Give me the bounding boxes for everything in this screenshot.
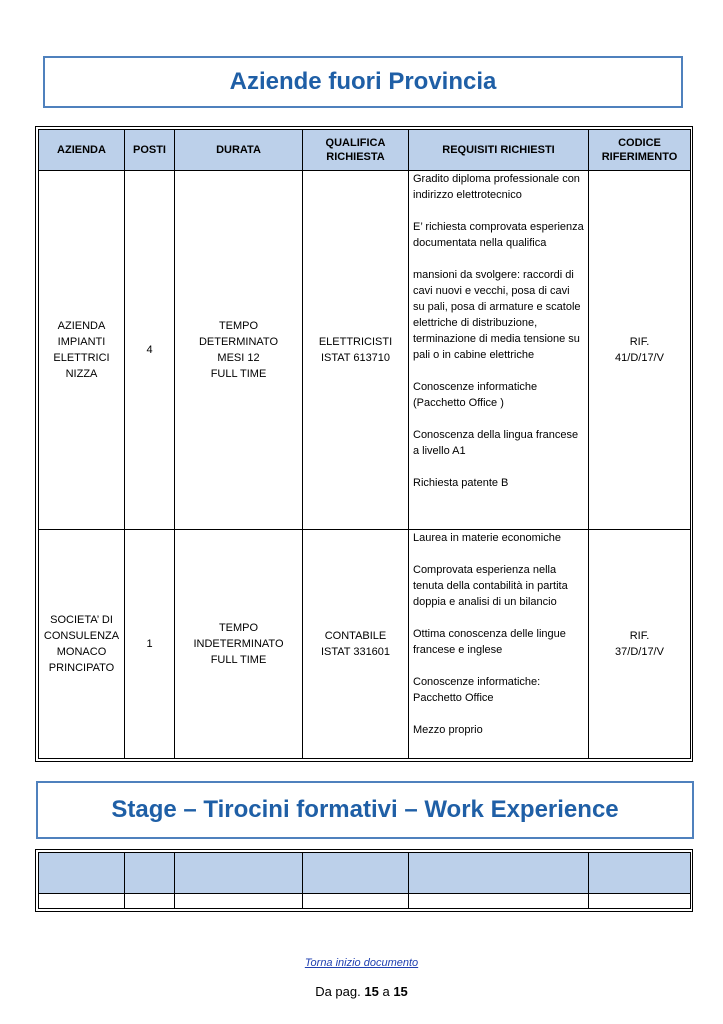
cell-durata — [175, 530, 303, 759]
table-header-row — [39, 130, 691, 171]
stage-cell — [39, 894, 125, 909]
header-qualifica-line1: QUALIFICA — [325, 137, 386, 149]
durata-line: MESI 12 — [217, 352, 260, 364]
stage-cell — [175, 894, 303, 909]
azienda-line: PRINCIPATO — [48, 662, 115, 674]
qualifica-line: ISTAT 331601 — [320, 646, 391, 658]
header-posti: POSTI — [125, 130, 175, 171]
azienda-line: ELETTRICI — [53, 352, 110, 364]
requisito-item: Comprovata esperienza nella tenuta della contabilità in partita doppia e analisi di un bilancio — [413, 564, 568, 608]
durata-line: FULL TIME — [210, 654, 267, 666]
durata-line: TEMPO — [218, 320, 259, 332]
cell-durata — [175, 171, 303, 530]
stage-header-cell — [409, 853, 589, 894]
azienda-line: IMPIANTI — [57, 336, 106, 348]
stage-header-cell — [303, 853, 409, 894]
section-title-box — [43, 56, 683, 108]
cell-posti: 1 — [125, 530, 175, 759]
qualifica-line: CONTABILE — [324, 630, 387, 642]
cell-codice — [589, 530, 691, 759]
table-row — [39, 171, 691, 530]
codice-line: RIF. — [629, 630, 650, 642]
header-azienda: AZIENDA — [39, 130, 125, 171]
header-codice-line2: RIFERIMENTO — [601, 151, 678, 163]
page-title: Aziende fuori Provincia — [229, 68, 497, 95]
azienda-line: SOCIETA’ DI — [50, 614, 113, 626]
stage-cell — [589, 894, 691, 909]
header-qualifica-line2: RICHIESTA — [326, 151, 385, 163]
page-separator: a — [382, 984, 390, 999]
azienda-line: AZIENDA — [57, 320, 106, 332]
requisito-item: Gradito diploma professionale con indirizzo elettrotecnico — [413, 173, 580, 201]
durata-line: INDETERMINATO — [193, 638, 284, 650]
page-current: 15 — [364, 984, 379, 999]
azienda-line: MONACO — [56, 646, 107, 658]
header-codice — [589, 130, 691, 171]
stage-cell — [303, 894, 409, 909]
table-row — [39, 530, 691, 759]
cell-posti: 4 — [125, 171, 175, 530]
page-indicator — [0, 984, 723, 999]
requisito-item: Richiesta patente B — [413, 477, 509, 489]
jobs-table-wrapper — [35, 126, 693, 762]
requisito-item: E’ richiesta comprovata esperienza documentata nella qualifica — [413, 221, 584, 249]
durata-line: DETERMINATO — [198, 336, 279, 348]
cell-codice — [589, 171, 691, 530]
codice-line: 37/D/17/V — [615, 646, 664, 658]
stage-header-cell — [39, 853, 125, 894]
header-codice-line1: CODICE — [618, 137, 661, 149]
back-to-top-link[interactable]: Torna inizio documento — [304, 957, 419, 969]
cell-qualifica — [303, 171, 409, 530]
stage-title: Stage – Tirocini formativi – Work Experience — [111, 796, 619, 823]
requisito-item: Conoscenze informatiche: Pacchetto Office — [413, 676, 541, 704]
stage-table-row — [39, 894, 691, 909]
codice-line: RIF. — [629, 336, 650, 348]
header-qualifica — [303, 130, 409, 171]
stage-cell — [125, 894, 175, 909]
requisito-item: Mezzo proprio — [413, 724, 483, 736]
requisito-item: Conoscenze informatiche (Pacchetto Office ) — [413, 381, 538, 409]
stage-header-cell — [589, 853, 691, 894]
cell-requisiti — [409, 530, 589, 759]
stage-table-wrapper — [35, 849, 693, 912]
header-durata: DURATA — [175, 130, 303, 171]
durata-line: TEMPO — [218, 622, 259, 634]
qualifica-line: ISTAT 613710 — [320, 352, 391, 364]
requisito-item: mansioni da svolgere: raccordi di cavi nuovi e vecchi, posa di cavi su pali, posa di armature e scatole elettriche di distribuzione, terminazione di media tensione su pali o in cabine elettriche — [413, 269, 581, 361]
requisito-item: Ottima conoscenza delle lingue francese e inglese — [413, 628, 566, 656]
codice-line: 41/D/17/V — [615, 352, 664, 364]
header-requisiti: REQUISITI RICHIESTI — [409, 130, 589, 171]
azienda-line: CONSULENZA — [43, 630, 120, 642]
requisito-item: Laurea in materie economiche — [413, 532, 561, 544]
cell-requisiti — [409, 171, 589, 530]
page-prefix: Da pag. — [315, 984, 361, 999]
stage-cell — [409, 894, 589, 909]
stage-header-cell — [125, 853, 175, 894]
qualifica-line: ELETTRICISTI — [318, 336, 393, 348]
azienda-line: NIZZA — [65, 368, 98, 380]
stage-table-header-row — [39, 853, 691, 894]
durata-line: FULL TIME — [210, 368, 267, 380]
cell-azienda — [39, 171, 125, 530]
stage-header-cell — [175, 853, 303, 894]
requisito-item: Conoscenza della lingua francese a livello A1 — [413, 429, 579, 457]
page-total: 15 — [393, 984, 408, 999]
cell-azienda — [39, 530, 125, 759]
stage-table — [38, 852, 691, 909]
cell-qualifica — [303, 530, 409, 759]
stage-title-box — [36, 781, 694, 839]
jobs-table — [38, 129, 691, 759]
